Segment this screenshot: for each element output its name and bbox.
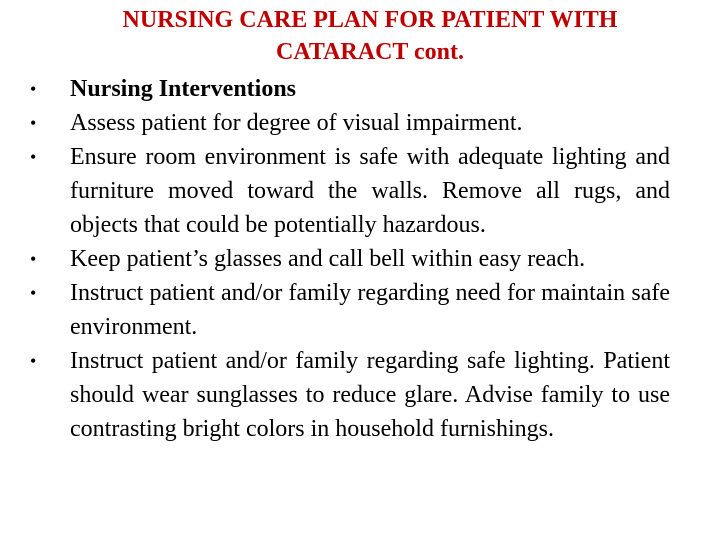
bullet-text: Assess patient for degree of visual impairment. xyxy=(70,110,523,136)
bullet-icon: • xyxy=(30,147,37,167)
bullet-item xyxy=(30,344,670,446)
bullet-item xyxy=(30,106,670,140)
bullet-text: Ensure room environment is safe with adequate lighting and furniture moved toward the walls. Remove all rugs, and objects that could be potentially hazardous. xyxy=(70,144,670,238)
bullet-text: Nursing Interventions xyxy=(70,76,297,102)
bullet-text: Instruct patient and/or family regarding safe lighting. Patient should wear sunglasses to reduce glare. Advise family to use contrasting bright colors in household furnishings. xyxy=(70,348,670,442)
bullet-text: Instruct patient and/or family regarding need for maintain safe environment. xyxy=(70,280,670,340)
bullet-icon: • xyxy=(30,351,37,371)
slide-title: NURSING CARE PLAN FOR PATIENT WITH CATARACT cont. xyxy=(122,7,618,65)
bullet-item xyxy=(30,140,670,242)
bullet-text: Keep patient’s glasses and call bell within easy reach. xyxy=(70,246,586,272)
bullet-icon: • xyxy=(30,249,37,269)
bullet-icon: • xyxy=(30,283,37,303)
bullet-item-heading xyxy=(30,72,670,106)
bullet-icon: • xyxy=(30,113,37,133)
bullet-list xyxy=(30,72,670,446)
bullet-item xyxy=(30,276,670,344)
bullet-icon: • xyxy=(30,79,37,99)
bullet-item xyxy=(30,242,670,276)
